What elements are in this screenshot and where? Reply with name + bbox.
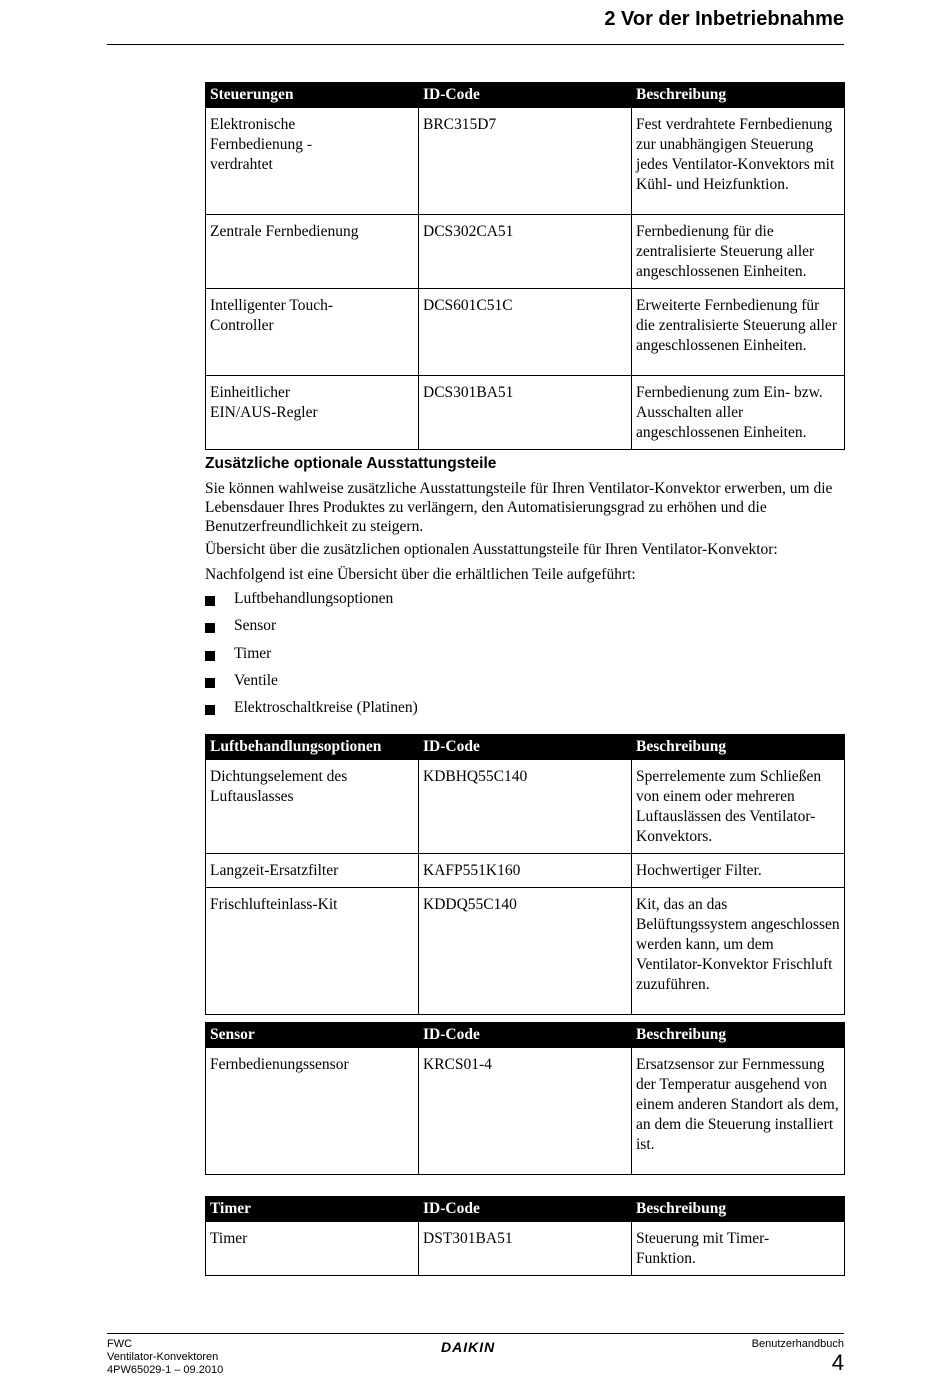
table-row <box>206 289 845 376</box>
footer-product-info <box>107 1338 223 1377</box>
list-item <box>205 672 418 699</box>
table-cell: Langzeit-Ersatzfilter <box>206 854 419 888</box>
table-cell: DCS601C51C <box>419 289 632 376</box>
footer-doc-code: 4PW65029-1 – 09.2010 <box>107 1364 224 1376</box>
list-item <box>205 699 418 726</box>
table-cell: Elektronische Fernbedienung - verdrahtet <box>206 108 419 215</box>
table-cell: BRC315D7 <box>419 108 632 215</box>
bullet-square-icon <box>205 705 215 715</box>
table-cell: Sperrelemente zum Schließen von einem oder mehreren Luftauslässen des Ventilator-Konvektors. <box>632 760 845 854</box>
table-header-row <box>206 1197 845 1222</box>
sensor-table <box>205 1022 845 1175</box>
table-row <box>206 215 845 289</box>
table-header-row <box>206 83 845 108</box>
column-header: Beschreibung <box>632 83 845 108</box>
list-item <box>205 590 418 617</box>
parts-list <box>205 590 418 726</box>
air-treatment-table <box>205 734 845 1015</box>
footer-product: Ventilator-Konvektoren <box>107 1351 219 1363</box>
table-row <box>206 888 845 1015</box>
table-cell: KDBHQ55C140 <box>419 760 632 854</box>
timer-table <box>205 1196 845 1276</box>
table-cell: Fest verdrahtete Fernbedienung zur unabhängigen Steuerung jedes Ventilator-Konvektors mit Kühl- und Heizfunktion. <box>632 108 845 215</box>
table-row <box>206 108 845 215</box>
table-header-row <box>206 735 845 760</box>
table-row <box>206 1048 845 1175</box>
footer-manual-type: Benutzerhandbuch <box>751 1338 844 1350</box>
table-row <box>206 854 845 888</box>
bullet-square-icon <box>205 623 215 633</box>
controls-table <box>205 82 845 450</box>
table-cell: Erweiterte Fernbedienung für die zentralisierte Steuerung aller angeschlossenen Einheiten. <box>632 289 845 376</box>
table-cell: KRCS01-4 <box>419 1048 632 1175</box>
table-cell: DCS302CA51 <box>419 215 632 289</box>
list-intro-paragraph: Nachfolgend ist eine Übersicht über die erhältlichen Teile aufgeführt: <box>205 566 636 583</box>
bullet-square-icon <box>205 678 215 688</box>
intro-paragraph: Sie können wahlweise zusätzliche Ausstattungsteile für Ihren Ventilator-Konvektor erwerben, um die Lebensdauer Ihres Produktes zu verlängern, den Automatisierungsgrad zu erhöhen und die Benutzerfreundlichkeit zu steigern. <box>205 480 833 535</box>
column-header: ID-Code <box>419 83 632 108</box>
column-header: Beschreibung <box>632 1197 845 1222</box>
list-item-label: Sensor <box>234 617 277 635</box>
table-cell: Fernbedienung für die zentralisierte Steuerung aller angeschlossenen Einheiten. <box>632 215 845 289</box>
column-header: Beschreibung <box>632 735 845 760</box>
column-header: ID-Code <box>419 1023 632 1048</box>
list-item <box>205 645 418 672</box>
table-cell: Fernbedienung zum Ein- bzw. Ausschalten aller angeschlossenen Einheiten. <box>632 376 845 450</box>
bullet-square-icon <box>205 596 215 606</box>
column-header: Beschreibung <box>632 1023 845 1048</box>
list-item-label: Ventile <box>234 671 278 689</box>
table-cell: Timer <box>206 1222 419 1276</box>
footer-manual-info <box>752 1338 844 1375</box>
column-header: ID-Code <box>419 735 632 760</box>
list-item-label: Luftbehandlungsoptionen <box>234 590 394 607</box>
table-cell: KAFP551K160 <box>419 854 632 888</box>
column-header: Steuerungen <box>206 83 419 108</box>
table-cell: DST301BA51 <box>419 1222 632 1276</box>
column-header: Timer <box>206 1197 419 1222</box>
table-cell: Ersatzsensor zur Fernmessung der Temperatur ausgehend von einem anderen Standort als dem, an dem die Steuerung installiert ist. <box>632 1048 845 1175</box>
table-cell: Frischlufteinlass-Kit <box>206 888 419 1015</box>
brand-logo: DAIKIN <box>441 1339 496 1355</box>
page-number: 4 <box>831 1350 844 1375</box>
chapter-title: 2 Vor der Inbetriebnahme <box>604 8 844 30</box>
column-header: ID-Code <box>419 1197 632 1222</box>
table-row <box>206 376 845 450</box>
list-item-label: Timer <box>234 644 272 662</box>
column-header: Sensor <box>206 1023 419 1048</box>
table-cell: Zentrale Fernbedienung <box>206 215 419 289</box>
header-rule <box>107 44 844 45</box>
table-cell: Dichtungselement des Luftauslasses <box>206 760 419 854</box>
overview-paragraph: Übersicht über die zusätzlichen optionalen Ausstattungsteile für Ihren Ventilator-Konvektor: <box>205 541 778 558</box>
table-cell: Intelligenter Touch-Controller <box>206 289 419 376</box>
section-heading: Zusätzliche optionale Ausstattungsteile <box>205 455 497 472</box>
bullet-square-icon <box>205 651 215 661</box>
column-header: Luftbehandlungsoptionen <box>206 735 419 760</box>
table-cell: Einheitlicher EIN/AUS-Regler <box>206 376 419 450</box>
table-cell: DCS301BA51 <box>419 376 632 450</box>
list-item-label: Elektroschaltkreise (Platinen) <box>234 699 418 717</box>
table-cell: Kit, das an das Belüftungssystem angeschlossen werden kann, um dem Ventilator-Konvektor Frischluft zuzuführen. <box>632 888 845 1015</box>
table-cell: Hochwertiger Filter. <box>632 854 845 888</box>
footer-rule <box>107 1333 844 1334</box>
table-cell: Fernbedienungssensor <box>206 1048 419 1175</box>
table-header-row <box>206 1023 845 1048</box>
table-cell: Steuerung mit Timer-Funktion. <box>632 1222 845 1276</box>
table-row <box>206 760 845 854</box>
footer-model: FWC <box>107 1338 133 1350</box>
list-item <box>205 617 418 644</box>
table-row <box>206 1222 845 1276</box>
table-cell: KDDQ55C140 <box>419 888 632 1015</box>
